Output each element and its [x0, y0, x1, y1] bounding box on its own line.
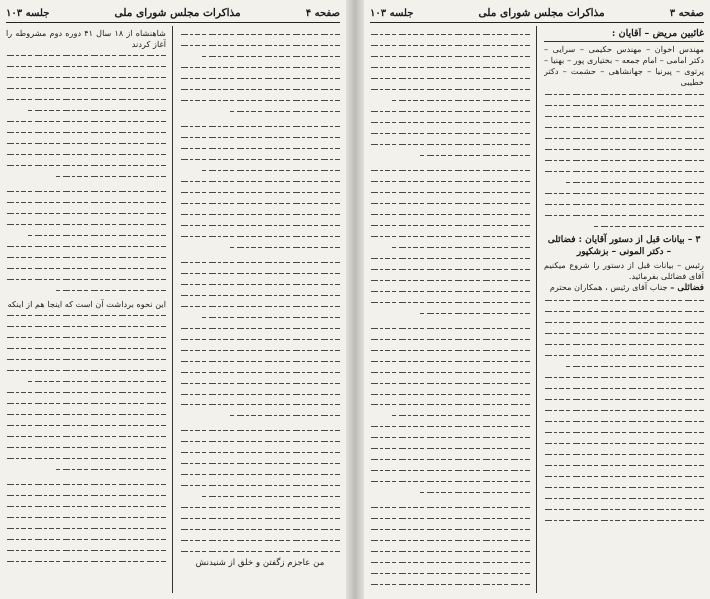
text-line [566, 360, 704, 370]
left-column-mid: این نحوه برداشت آن است که اینجا هم از اینکه [7, 298, 166, 309]
text-line [202, 490, 340, 500]
right-page-title: مذاکرات مجلس شورای ملی [478, 7, 605, 19]
text-line [6, 196, 166, 206]
text-line [544, 187, 704, 197]
text-line [392, 409, 530, 419]
text-line [566, 176, 704, 186]
text-line [6, 148, 166, 158]
text-line [544, 382, 704, 392]
right-page-header [370, 4, 704, 23]
text-line [370, 197, 530, 207]
text-line [6, 522, 166, 532]
text-line [180, 501, 340, 511]
text-line [544, 349, 704, 359]
text-line [544, 121, 704, 131]
text-line [370, 263, 530, 273]
right-page-number: صفحه ۳ [669, 7, 704, 19]
text-line [6, 555, 166, 565]
text-line [370, 578, 530, 588]
text-line [370, 116, 530, 126]
text-line [6, 115, 166, 125]
text-line [180, 39, 340, 49]
text-line [370, 442, 530, 452]
text-line [6, 452, 166, 462]
text-line [418, 486, 530, 496]
text-line [370, 398, 530, 408]
text-line [180, 479, 340, 489]
text-line [544, 198, 704, 208]
text-line [6, 137, 166, 147]
section-heading: ۳ – بیانات قبل از دستور آقایان : فضائلی – دکتر المونی – بزشکپور [547, 235, 701, 258]
text-line [180, 545, 340, 555]
text-line [370, 164, 530, 174]
text-line [180, 278, 340, 288]
text-line [544, 132, 704, 142]
text-line [370, 377, 530, 387]
text-line [6, 159, 166, 169]
text-line [180, 523, 340, 533]
text-line [6, 49, 166, 59]
text-line [180, 333, 340, 343]
closing-line: من عاجزم زگفتن و خلق از شنیدنش [195, 557, 325, 568]
text-line [370, 285, 530, 295]
text-line [370, 39, 530, 49]
text-line [54, 170, 166, 180]
text-line [544, 154, 704, 164]
text-line [6, 353, 166, 363]
text-line [6, 342, 166, 352]
left-page [0, 0, 346, 599]
text-line [544, 481, 704, 491]
text-line [544, 338, 704, 348]
text-line [6, 533, 166, 543]
left-column-rule [172, 26, 173, 593]
text-line [180, 175, 340, 185]
text-line [544, 393, 704, 403]
text-line [544, 371, 704, 381]
text-line [544, 503, 704, 513]
text-line [370, 72, 530, 82]
text-line [6, 430, 166, 440]
text-line [180, 28, 340, 38]
text-line [6, 82, 166, 92]
text-line [544, 426, 704, 436]
text-line [370, 219, 530, 229]
left-page-issue: جلسه ۱۰۳ [6, 7, 50, 19]
text-line [180, 208, 340, 218]
text-line [370, 28, 530, 38]
left-page-column-left [6, 28, 166, 595]
text-line [6, 71, 166, 81]
text-line [544, 404, 704, 414]
text-line [228, 241, 340, 251]
text-line [6, 397, 166, 407]
text-line [544, 448, 704, 458]
text-line [418, 307, 530, 317]
text-line [28, 375, 166, 385]
text-line [544, 110, 704, 120]
text-line [370, 127, 530, 137]
text-line [370, 512, 530, 522]
text-line [28, 229, 166, 239]
text-line [544, 143, 704, 153]
text-line [370, 567, 530, 577]
text-line [370, 333, 530, 343]
text-line [544, 165, 704, 175]
text-line [544, 415, 704, 425]
text-line [180, 197, 340, 207]
text-line [6, 126, 166, 136]
text-line [6, 251, 166, 261]
text-line [180, 219, 340, 229]
left-page-header [6, 4, 340, 23]
text-line [370, 208, 530, 218]
text-line [180, 61, 340, 71]
text-line [180, 186, 340, 196]
text-line [370, 545, 530, 555]
text-line [370, 61, 530, 71]
text-line [6, 364, 166, 374]
text-line [6, 511, 166, 521]
text-line [370, 252, 530, 262]
speaker-name: فضائلی – [670, 283, 704, 294]
text-line [180, 267, 340, 277]
text-line [370, 475, 530, 485]
text-line [180, 377, 340, 387]
text-line [6, 185, 166, 195]
text-line [6, 478, 166, 488]
left-page-number: صفحه ۴ [305, 7, 340, 19]
text-line [6, 207, 166, 217]
text-line [180, 131, 340, 141]
left-page-column-right [180, 28, 340, 595]
text-line [370, 556, 530, 566]
text-line [202, 311, 340, 321]
text-line [544, 327, 704, 337]
text-line [370, 83, 530, 93]
text-line [392, 94, 530, 104]
text-line [370, 453, 530, 463]
text-line [6, 331, 166, 341]
text-line [6, 309, 166, 319]
right-page-issue: جلسه ۱۰۳ [370, 7, 414, 19]
text-line [370, 344, 530, 354]
text-line [6, 262, 166, 272]
text-line [544, 492, 704, 502]
text-line [180, 366, 340, 376]
text-line [544, 316, 704, 326]
text-line [544, 459, 704, 469]
text-line [228, 105, 340, 115]
text-line [180, 424, 340, 434]
right-page [364, 0, 710, 599]
text-line [180, 83, 340, 93]
text-line [180, 72, 340, 82]
text-line [544, 470, 704, 480]
text-line [370, 589, 530, 595]
text-line [370, 388, 530, 398]
text-line [370, 105, 530, 115]
text-line [370, 366, 530, 376]
text-line [6, 273, 166, 283]
text-line [544, 305, 704, 315]
text-line [180, 120, 340, 130]
text-line [6, 419, 166, 429]
text-line [6, 386, 166, 396]
text-line [202, 164, 340, 174]
text-line [6, 320, 166, 330]
text-line [180, 355, 340, 365]
text-line [370, 230, 530, 240]
speaker-text: جناب آقای رئیس ، همکاران محترم [549, 282, 668, 293]
text-line [544, 209, 704, 219]
text-line [592, 220, 704, 230]
text-line [180, 230, 340, 240]
text-line [370, 138, 530, 148]
text-line [370, 534, 530, 544]
text-line [6, 441, 166, 451]
text-line [6, 408, 166, 418]
text-line [180, 388, 340, 398]
left-column-intro: شاهنشاه از ۱۸ سال ۴۱ دوره دوم مشروطه را آغاز کردند [6, 28, 166, 49]
text-line [6, 218, 166, 228]
text-line [180, 256, 340, 266]
text-line [28, 104, 166, 114]
text-line [544, 437, 704, 447]
text-line [6, 60, 166, 70]
text-line [202, 50, 340, 60]
text-line [180, 300, 340, 310]
text-line [180, 153, 340, 163]
text-line [370, 274, 530, 284]
text-line [180, 94, 340, 104]
text-line [370, 322, 530, 332]
text-line [370, 501, 530, 511]
text-line [370, 186, 530, 196]
text-line [180, 435, 340, 445]
speaker-intro: رئیس – بیانات قبل از دستور را شروع میکنیم آقای فضائلی بفرمائید. [544, 260, 704, 282]
text-line [180, 398, 340, 408]
text-line [180, 457, 340, 467]
absentees-heading: غائبین مریض – آقایان : [544, 28, 704, 42]
left-page-title: مذاکرات مجلس شورای ملی [114, 7, 241, 19]
text-line [370, 50, 530, 60]
text-line [180, 289, 340, 299]
text-line [370, 420, 530, 430]
text-line [370, 431, 530, 441]
text-line [544, 99, 704, 109]
text-line [370, 355, 530, 365]
text-line [544, 294, 704, 304]
text-line [544, 88, 704, 98]
text-line [418, 149, 530, 159]
text-line [6, 500, 166, 510]
text-line [180, 142, 340, 152]
text-line [228, 409, 340, 419]
text-line [370, 175, 530, 185]
right-column-rule [536, 26, 537, 593]
text-line [6, 93, 166, 103]
text-line [180, 446, 340, 456]
text-line [6, 544, 166, 554]
text-line [180, 512, 340, 522]
absentees-names: مهندس اخوان – مهندس حکیمی – سرایی – دکتر امامی – امام جمعه – بختیاری پور – بهنیا – پرتوی – پیرنیا – جهانشاهی – حشمت – دکتر خطیبی [544, 44, 704, 87]
text-line [392, 241, 530, 251]
text-line [6, 489, 166, 499]
right-page-column-right [544, 28, 704, 595]
text-line [54, 463, 166, 473]
right-page-column-left [370, 28, 530, 595]
text-line [180, 468, 340, 478]
text-line [370, 296, 530, 306]
speaker-paragraph [544, 282, 704, 294]
text-line [6, 240, 166, 250]
text-line [370, 523, 530, 533]
text-line [54, 284, 166, 294]
text-line [180, 322, 340, 332]
text-line [370, 464, 530, 474]
center-gutter [346, 0, 364, 599]
text-line [180, 534, 340, 544]
text-line [180, 344, 340, 354]
text-line [544, 514, 704, 524]
